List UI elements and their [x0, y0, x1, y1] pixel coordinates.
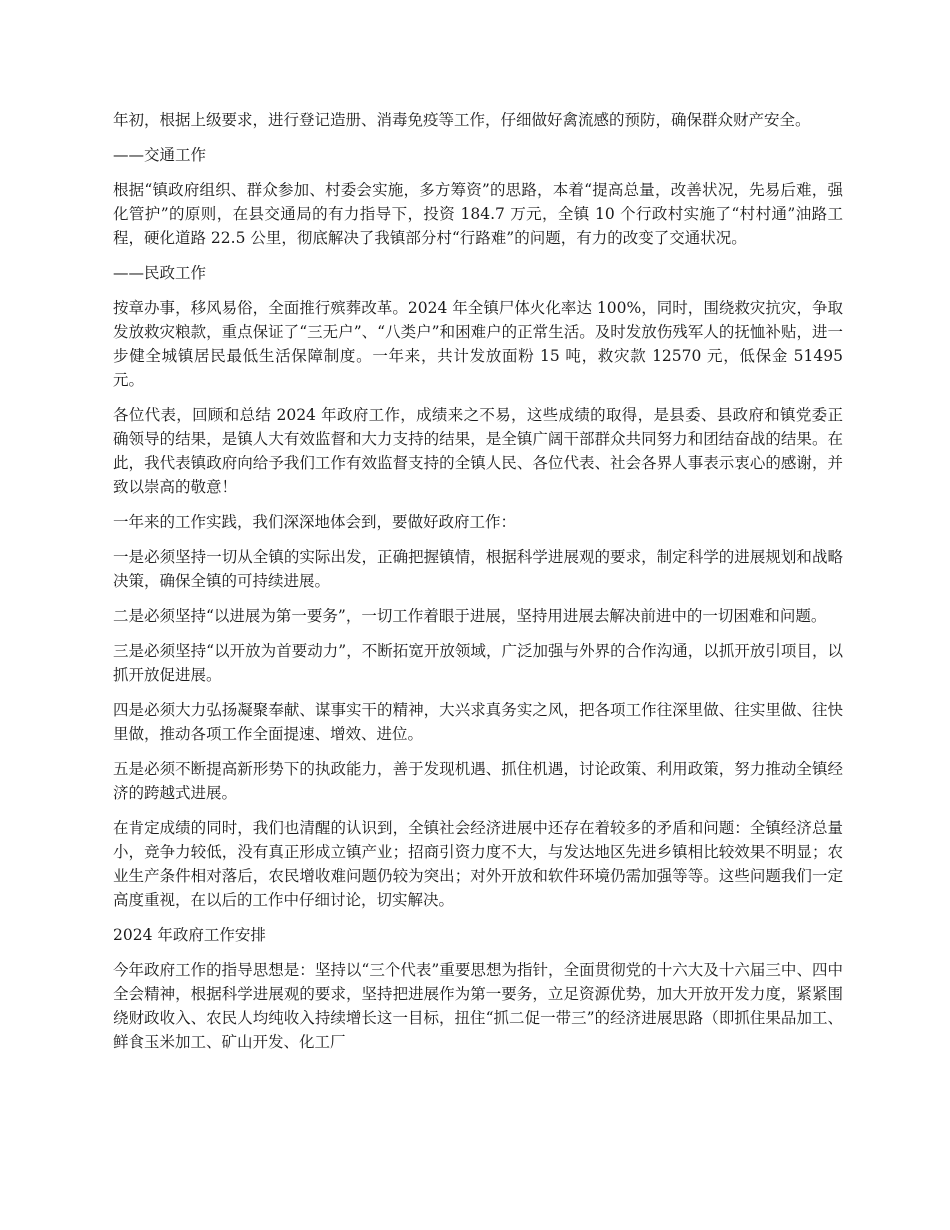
paragraph-point-two: 二是必须坚持“以进展为第一要务”，一切工作着眼于进展，坚持用进展去解决前进中的一切困难和问题。: [113, 607, 827, 625]
paragraph-review-thanks: 各位代表，回顾和总结 2024 年政府工作，成绩来之不易，这些成绩的取得，是县委、县政府和镇党委正确领导的结果，是镇人大有效监督和大力支持的结果，是全镇广阔干部群众共同努力和团结奋战的结果。在此，我代表镇政府向给予我们工作有效监督支持的全镇人民、各位代表、社会各界人事表示衷心的感谢，并致以崇高的敬意！: [113, 406, 843, 496]
paragraph-point-three: 三是必须坚持“以开放为首要动力”，不断拓宽开放领域，广泛加强与外界的合作沟通，以抓开放引项目，以抓开放促进展。: [113, 642, 843, 684]
section-heading-civil-affairs: ——民政工作: [113, 264, 207, 282]
paragraph-transportation: 根据“镇政府组织、群众参加、村委会实施，多方筹资”的思路，本着“提高总量，改善状况，先易后难，强化管护”的原则，在县交通局的有力指导下，投资 184.7 万元，全镇 10 个行政村实施了“村村通”油路工程，硬化道路 22.5 公里，彻底解决了我镇部分村“行路难”的问题，有力的改变了交通状况。: [113, 181, 843, 247]
section-heading-transportation: ——交通工作: [113, 146, 207, 164]
paragraph-point-one: 一是必须坚持一切从全镇的实际出发，正确把握镇情，根据科学进展观的要求，制定科学的进展规划和战略决策，确保全镇的可持续进展。: [113, 548, 843, 590]
paragraph-guiding-ideology: 今年政府工作的指导思想是：坚持以“三个代表”重要思想为指针，全面贯彻党的十六大及十六届三中、四中全会精神，根据科学进展观的要求，坚持把进展作为第一要务，立足资源优势，加大开放开发力度，紧紧围绕财政收入、农民人均纯收入持续增长这一目标，扭住“抓二促一带三”的经济进展思路（即抓住果品加工、鲜食玉米加工、矿山开发、化工厂: [113, 961, 843, 1051]
paragraph-livestock-epidemic: 年初，根据上级要求，进行登记造册、消毒免疫等工作，仔细做好禽流感的预防，确保群众财产安全。: [113, 111, 811, 129]
section-heading-work-plan: 2024 年政府工作安排: [113, 926, 266, 944]
document-body: [113, 108, 843, 1065]
paragraph-problems: 在肯定成绩的同时，我们也清醒的认识到，全镇社会经济进展中还存在着较多的矛盾和问题：全镇经济总量小，竞争力较低，没有真正形成立镇产业；招商引资力度不大，与发达地区先进乡镇相比较效果不明显；农业生产条件相对落后，农民增收难问题仍较为突出；对外开放和软件环境仍需加强等等。这些问题我们一定高度重视，在以后的工作中仔细讨论，切实解决。: [113, 819, 843, 909]
paragraph-experience-intro: 一年来的工作实践，我们深深地体会到，要做好政府工作：: [113, 513, 517, 531]
paragraph-civil-affairs: 按章办事，移风易俗，全面推行殡葬改革。2024 年全镇尸体火化率达 100%，同时，围绕救灾抗灾，争取发放救灾粮款，重点保证了“三无户”、“八类户”和困难户的正常生活。及时发放伤残军人的抚恤补贴，进一步健全城镇居民最低生活保障制度。一年来，共计发放面粉 15 吨，救灾款 12570 元，低保金 51495 元。: [113, 299, 843, 389]
paragraph-point-four: 四是必须大力弘扬凝聚奉献、谋事实干的精神，大兴求真务实之风，把各项工作往深里做、往实里做、往快里做，推动各项工作全面提速、增效、进位。: [113, 701, 843, 743]
paragraph-point-five: 五是必须不断提高新形势下的执政能力，善于发现机遇、抓住机遇，讨论政策、利用政策，努力推动全镇经济的跨越式进展。: [113, 760, 843, 802]
